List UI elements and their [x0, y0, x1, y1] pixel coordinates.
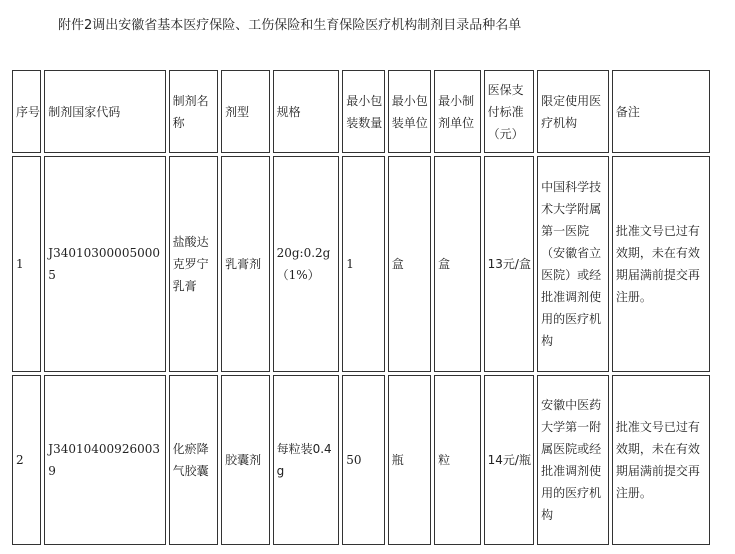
cell-institution: 中国科学技术大学附属第一医院（安徽省立医院）或经批准调剂使用的医疗机构	[537, 156, 609, 372]
catalog-table	[9, 67, 713, 548]
header-spec: 规格	[273, 70, 340, 153]
cell-form: 胶囊剂	[221, 375, 270, 545]
table-row	[12, 375, 710, 545]
header-remark: 备注	[612, 70, 710, 153]
header-min-pack-unit: 最小包装单位	[388, 70, 431, 153]
cell-spec: 每粒装0.4g	[273, 375, 340, 545]
table-header-row	[12, 70, 710, 153]
header-seq: 序号	[12, 70, 41, 153]
cell-min-pack-qty: 1	[342, 156, 384, 372]
document-title: 附件2调出安徽省基本医疗保险、工伤保险和生育保险医疗机构制剂目录品种名单	[58, 18, 522, 33]
cell-name: 盐酸达克罗宁乳膏	[169, 156, 219, 372]
header-code: 制剂国家代码	[44, 70, 165, 153]
cell-spec: 20g:0.2g（1%）	[273, 156, 340, 372]
table-row	[12, 156, 710, 372]
cell-min-unit: 粒	[434, 375, 480, 545]
cell-min-pack-qty: 50	[342, 375, 384, 545]
header-form: 剂型	[221, 70, 270, 153]
header-price: 医保支付标准（元）	[484, 70, 535, 153]
cell-form: 乳膏剂	[221, 156, 270, 372]
cell-name: 化瘀降气胶囊	[169, 375, 219, 545]
cell-code: J340104009260039	[44, 375, 165, 545]
cell-institution: 安徽中医药大学第一附属医院或经批准调剂使用的医疗机构	[537, 375, 609, 545]
cell-remark: 批准文号已过有效期，未在有效期届满前提交再注册。	[612, 156, 710, 372]
cell-remark: 批准文号已过有效期，未在有效期届满前提交再注册。	[612, 375, 710, 545]
header-institution: 限定使用医疗机构	[537, 70, 609, 153]
cell-code: J340103000050005	[44, 156, 165, 372]
cell-seq: 2	[12, 375, 41, 545]
cell-min-pack-unit: 盒	[388, 156, 431, 372]
header-min-pack-qty: 最小包装数量	[342, 70, 384, 153]
header-name: 制剂名称	[169, 70, 219, 153]
cell-seq: 1	[12, 156, 41, 372]
header-min-unit: 最小制剂单位	[434, 70, 480, 153]
cell-price: 14元/瓶	[484, 375, 535, 545]
cell-min-unit: 盒	[434, 156, 480, 372]
cell-price: 13元/盒	[484, 156, 535, 372]
cell-min-pack-unit: 瓶	[388, 375, 431, 545]
